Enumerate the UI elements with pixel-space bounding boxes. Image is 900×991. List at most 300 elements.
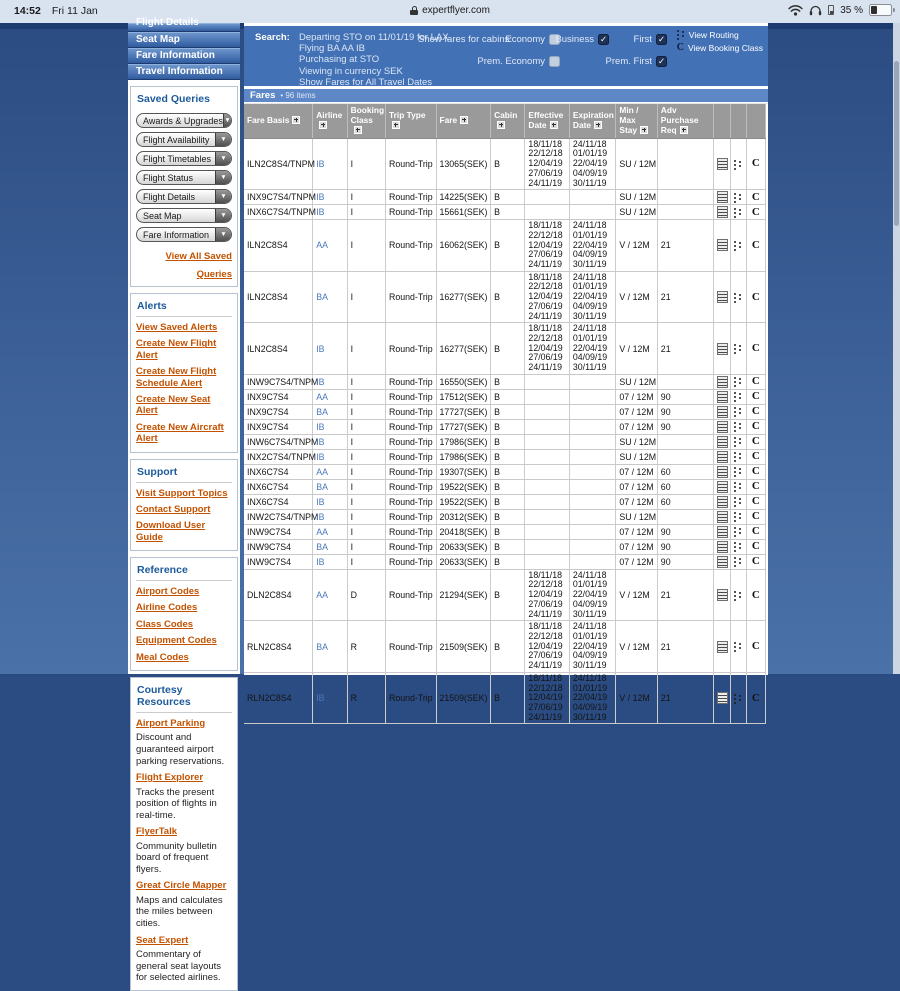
alert-link[interactable]: View Saved Alerts — [136, 322, 218, 333]
expiration-date-cell — [569, 374, 615, 389]
sidebar-nav-button[interactable]: Flight Details — [128, 23, 240, 32]
effective-date-cell — [525, 479, 569, 494]
view-booking-class-icon[interactable]: C — [751, 390, 760, 403]
sort-icon[interactable] — [319, 121, 327, 129]
fare-notes-icon[interactable] — [717, 406, 728, 418]
view-booking-class-link[interactable]: C View Booking Class — [676, 42, 763, 53]
cabin-filter: First ✓ — [633, 33, 666, 45]
view-booking-class-icon[interactable]: C — [751, 342, 760, 355]
cabin-cell: B — [491, 449, 525, 464]
reference-link[interactable]: Class Codes — [136, 618, 194, 630]
cabin-checkbox[interactable] — [549, 56, 560, 67]
col-fare-basis: Fare Basis — [244, 104, 313, 138]
airline-cell — [313, 190, 347, 205]
fare-row — [244, 509, 766, 524]
airline-link[interactable]: BA — [316, 292, 328, 302]
date-line: 12/04/19 — [528, 342, 563, 353]
airline-link[interactable]: IB — [316, 693, 325, 704]
chevron-down-icon[interactable]: ▼ — [215, 209, 231, 222]
fare-row — [244, 464, 766, 479]
cabin-checkbox[interactable] — [656, 56, 667, 67]
trip-type-cell: Round-Trip — [385, 389, 436, 404]
fare-row — [244, 271, 766, 323]
support-link[interactable]: Visit Support Topics — [136, 487, 228, 499]
airline-link[interactable]: BA — [316, 541, 328, 552]
search-criteria-line: Viewing in currency SEK — [299, 65, 403, 77]
expiration-date-cell — [569, 509, 615, 524]
sort-icon[interactable] — [292, 116, 300, 124]
fare-cell: 15661(SEK) — [436, 205, 491, 220]
view-routing-icon[interactable] — [734, 436, 742, 447]
saved-query-dropdown[interactable]: Flight Status ▼ — [136, 170, 232, 185]
sort-icon[interactable] — [460, 116, 468, 124]
fare-notes-icon[interactable] — [717, 641, 728, 653]
date-line: 22/12/18 — [528, 229, 563, 240]
saved-query-dropdown[interactable]: Seat Map ▼ — [136, 208, 232, 223]
fare-basis-cell: ILN2C8S4/TNPM — [244, 138, 313, 190]
date-line: 24/11/19 — [528, 310, 563, 321]
view-routing-icon[interactable] — [734, 240, 742, 251]
date-line: 22/04/19 — [572, 342, 608, 353]
courtesy-link[interactable]: Airport Parking — [136, 718, 206, 730]
view-booking-class-icon[interactable]: C — [751, 420, 760, 433]
date-line: 24/11/18 — [572, 220, 607, 231]
classes-cell — [746, 539, 765, 554]
alert-link[interactable]: Create New Flight Schedule Alert — [136, 366, 217, 389]
courtesy-link[interactable]: Seat Expert — [136, 934, 189, 946]
courtesy-link[interactable]: FlyerTalk — [136, 826, 178, 838]
airline-cell — [313, 323, 347, 375]
courtesy-item — [136, 935, 232, 984]
sidebar-nav-button[interactable]: Seat Map — [128, 32, 240, 48]
adv-purchase-cell: 21 — [657, 220, 714, 272]
cabin-checkbox[interactable] — [598, 34, 609, 45]
fare-notes-icon[interactable] — [717, 391, 728, 403]
adv-purchase-cell — [657, 374, 714, 389]
fare-notes-icon[interactable] — [717, 421, 728, 433]
sort-icon[interactable] — [497, 121, 505, 129]
airline-link[interactable]: AA — [316, 466, 328, 477]
classes-cell — [746, 323, 765, 375]
panel-title: Saved Queries — [137, 93, 210, 105]
view-routing-icon[interactable] — [734, 693, 742, 704]
date-line: 04/09/19 — [572, 701, 608, 712]
min-max-stay-cell: SU / 12M — [616, 509, 657, 524]
adv-purchase-cell — [657, 449, 714, 464]
alert-link[interactable]: Create New Seat Alert — [136, 393, 211, 417]
view-booking-class-icon[interactable]: C — [751, 450, 760, 463]
fare-notes-icon[interactable] — [717, 481, 728, 493]
classes-cell — [746, 271, 765, 323]
airline-link[interactable]: IB — [316, 376, 325, 387]
chevron-down-icon[interactable]: ▼ — [215, 190, 231, 203]
view-routing-icon[interactable] — [734, 207, 742, 218]
courtesy-link[interactable]: Great Circle Mapper — [136, 880, 227, 892]
min-max-stay-cell: 07 / 12M — [616, 539, 657, 554]
booking-class-icon: C — [676, 42, 685, 53]
adv-purchase-cell — [657, 138, 714, 190]
view-booking-class-icon[interactable]: C — [751, 435, 760, 448]
airline-link[interactable]: BA — [316, 641, 328, 652]
reference-link[interactable]: Equipment Codes — [136, 635, 217, 647]
fare-notes-icon[interactable] — [717, 496, 728, 508]
view-routing-icon[interactable] — [734, 481, 742, 492]
routing-dots-icon — [677, 29, 685, 40]
effective-date-cell — [525, 323, 569, 375]
reference-link[interactable]: Airline Codes — [136, 602, 198, 614]
min-max-stay-cell: SU / 12M — [616, 205, 657, 220]
notes-cell — [714, 323, 730, 375]
saved-query-dropdowns — [136, 113, 232, 242]
date-line: 01/01/19 — [572, 631, 608, 641]
view-routing-icon[interactable] — [734, 159, 742, 170]
chevron-down-icon[interactable]: ▼ — [215, 152, 231, 165]
airline-cell — [313, 205, 347, 220]
battery-percent: 35 % — [840, 4, 863, 16]
courtesy-item — [136, 880, 232, 929]
trip-type-cell: Round-Trip — [385, 509, 436, 524]
trip-type-cell: Round-Trip — [385, 271, 436, 323]
fare-row — [244, 569, 766, 621]
fare-notes-icon[interactable] — [717, 692, 728, 704]
date-line: 30/11/19 — [572, 310, 607, 321]
date-line: 22/04/19 — [572, 640, 608, 651]
date-line: 30/11/19 — [572, 608, 607, 619]
min-max-stay-cell: V / 12M — [616, 569, 657, 621]
fare-notes-icon[interactable] — [717, 239, 728, 251]
classes-cell — [746, 509, 765, 524]
fare-basis-cell: RLN2C8S4 — [244, 672, 313, 724]
col-notes — [714, 104, 730, 138]
cabin-cell: B — [491, 419, 525, 434]
col-trip-type: Trip Type — [385, 104, 436, 138]
cabin-cell: B — [491, 205, 525, 220]
sort-icon[interactable] — [680, 126, 688, 134]
expiration-date-cell — [569, 323, 615, 375]
fare-cell: 16062(SEK) — [436, 220, 491, 272]
min-max-stay-cell: V / 12M — [616, 271, 657, 323]
view-routing-icon[interactable] — [734, 406, 742, 417]
view-routing-icon[interactable] — [734, 343, 742, 354]
fare-row — [244, 374, 766, 389]
view-booking-class-icon[interactable]: C — [751, 465, 760, 478]
view-routing-icon[interactable] — [734, 466, 742, 477]
fare-basis-cell: INX6C7S4/TNPM — [244, 205, 313, 220]
fare-notes-icon[interactable] — [717, 589, 728, 601]
min-max-stay-cell: SU / 12M — [616, 138, 657, 190]
date-line: 27/06/19 — [528, 650, 563, 661]
scrollbar[interactable] — [893, 23, 900, 674]
classes-cell — [746, 404, 765, 419]
notes-cell — [714, 374, 730, 389]
sort-icon[interactable] — [354, 126, 362, 134]
support-link[interactable]: Download User Guide — [136, 520, 206, 543]
routing-cell — [730, 434, 746, 449]
view-routing-icon[interactable] — [734, 451, 742, 462]
fare-notes-icon[interactable] — [717, 451, 728, 463]
routing-cell — [730, 138, 746, 190]
view-booking-class-icon[interactable]: C — [751, 555, 760, 568]
fare-basis-cell: RLN2C8S4 — [244, 621, 313, 673]
view-booking-class-icon[interactable]: C — [751, 510, 760, 523]
notes-cell — [714, 138, 730, 190]
date-line: 22/12/18 — [528, 332, 563, 343]
notes-cell — [714, 434, 730, 449]
fare-notes-icon[interactable] — [717, 511, 728, 523]
saved-query-dropdown[interactable]: Flight Timetables ▼ — [136, 151, 232, 166]
date-line: 04/09/19 — [572, 650, 608, 661]
view-booking-class-icon[interactable]: C — [751, 480, 760, 493]
col-expiration-date: Expiration Date — [569, 104, 615, 138]
expiration-date-cell — [569, 524, 615, 539]
sort-icon[interactable] — [640, 126, 648, 134]
saved-query-dropdown[interactable]: Fare Information ▼ — [136, 227, 232, 242]
adv-purchase-cell: 90 — [657, 524, 714, 539]
check-icon: ✓ — [599, 33, 608, 44]
view-routing-icon[interactable] — [734, 391, 742, 402]
cabin-cell: B — [491, 672, 525, 724]
fare-cell: 17986(SEK) — [436, 434, 491, 449]
booking-class-cell: I — [347, 434, 385, 449]
airline-link[interactable]: AA — [316, 240, 328, 251]
min-max-stay-cell: V / 12M — [616, 621, 657, 673]
cabin-cell: B — [491, 434, 525, 449]
courtesy-link[interactable]: Flight Explorer — [136, 772, 204, 784]
view-routing-icon[interactable] — [734, 192, 742, 203]
trip-type-cell: Round-Trip — [385, 138, 436, 190]
fare-basis-cell: INW9C7S4 — [244, 539, 313, 554]
fare-basis-cell: INX9C7S4/TNPM — [244, 190, 313, 205]
view-booking-class-icon[interactable]: C — [751, 495, 760, 508]
view-booking-class-icon[interactable]: C — [751, 375, 760, 388]
date-line: 27/06/19 — [528, 167, 563, 178]
airline-link[interactable]: IB — [316, 192, 325, 203]
support-link[interactable]: Contact Support — [136, 503, 211, 515]
alert-link[interactable]: Create New Aircraft Alert — [136, 421, 224, 445]
view-routing-icon[interactable] — [734, 376, 742, 387]
fare-cell: 21294(SEK) — [436, 569, 491, 621]
airline-cell — [313, 138, 347, 190]
date-line: 27/06/19 — [528, 352, 563, 363]
view-all-saved-queries-link[interactable]: View All Saved Queries — [165, 251, 232, 280]
cabin-cell: B — [491, 220, 525, 272]
date-line: 22/04/19 — [572, 291, 608, 302]
fare-cell: 19307(SEK) — [436, 464, 491, 479]
fare-notes-icon[interactable] — [717, 158, 728, 170]
fare-row — [244, 449, 766, 464]
fare-row — [244, 494, 766, 509]
saved-query-dropdown[interactable]: Awards & Upgrades ▼ — [136, 113, 232, 128]
airline-link[interactable]: IB — [316, 511, 325, 522]
view-routing-icon[interactable] — [734, 511, 742, 522]
expiration-date-cell — [569, 569, 615, 621]
accessory-battery-icon — [828, 5, 834, 15]
date-line: 22/12/18 — [528, 148, 563, 159]
fare-notes-icon[interactable] — [717, 436, 728, 448]
airline-link[interactable]: BA — [316, 481, 328, 492]
airline-link[interactable]: IB — [316, 496, 325, 507]
airline-link[interactable]: AA — [316, 590, 328, 601]
effective-date-cell — [525, 434, 569, 449]
notes-cell — [714, 479, 730, 494]
adv-purchase-cell — [657, 434, 714, 449]
chevron-down-icon[interactable]: ▼ — [215, 228, 231, 241]
sidebar-nav-button[interactable]: Travel Information — [128, 64, 240, 80]
fare-notes-icon[interactable] — [717, 376, 728, 388]
sort-icon[interactable] — [392, 121, 400, 129]
status-right — [788, 4, 892, 16]
support-links — [136, 488, 232, 544]
view-routing-icon[interactable] — [734, 641, 742, 652]
airline-link[interactable]: AA — [316, 526, 328, 537]
date-line: 24/11/18 — [572, 138, 607, 149]
airline-link[interactable]: IB — [316, 436, 325, 447]
view-routing-icon[interactable] — [734, 590, 742, 601]
view-booking-class-icon[interactable]: C — [751, 190, 760, 203]
airline-cell — [313, 271, 347, 323]
routing-cell — [730, 524, 746, 539]
search-criteria-line: Purchasing at STO — [299, 54, 380, 66]
view-booking-class-icon[interactable]: C — [751, 691, 760, 704]
expiration-date-cell — [569, 479, 615, 494]
booking-class-cell: I — [347, 205, 385, 220]
routing-cell — [730, 323, 746, 375]
sort-icon[interactable] — [550, 121, 558, 129]
fare-notes-icon[interactable] — [717, 191, 728, 203]
effective-date-cell — [525, 271, 569, 323]
fare-basis-cell: INX6C7S4 — [244, 479, 313, 494]
classes-cell — [746, 621, 765, 673]
view-booking-class-icon[interactable]: C — [751, 540, 760, 553]
saved-query-dropdown[interactable]: Flight Availability ▼ — [136, 132, 232, 147]
airline-link[interactable]: IB — [316, 451, 325, 462]
airline-cell — [313, 494, 347, 509]
fare-notes-icon[interactable] — [717, 343, 728, 355]
trip-type-cell: Round-Trip — [385, 621, 436, 673]
trip-type-cell: Round-Trip — [385, 464, 436, 479]
view-routing-icon[interactable] — [734, 496, 742, 507]
view-booking-class-icon[interactable]: C — [751, 640, 760, 653]
saved-query-dropdown[interactable]: Flight Details ▼ — [136, 189, 232, 204]
fare-notes-icon[interactable] — [717, 291, 728, 303]
date-line: 24/11/18 — [572, 271, 607, 282]
fare-notes-icon[interactable] — [717, 526, 728, 538]
fare-basis-cell: INX9C7S4 — [244, 419, 313, 434]
status-bar — [0, 0, 900, 23]
expiration-date-cell — [569, 138, 615, 190]
airline-link[interactable]: IB — [316, 207, 325, 218]
chevron-down-icon[interactable]: ▼ — [223, 114, 231, 127]
airline-cell — [313, 449, 347, 464]
fare-row — [244, 434, 766, 449]
classes-cell — [746, 479, 765, 494]
view-routing-icon[interactable] — [734, 556, 742, 567]
sort-icon[interactable] — [594, 121, 602, 129]
sidebar-nav-button[interactable]: Fare Information — [128, 48, 240, 64]
expiration-date-cell — [569, 419, 615, 434]
fare-basis-cell: INX6C7S4 — [244, 494, 313, 509]
search-label: Search: — [255, 32, 290, 43]
fare-cell: 16277(SEK) — [436, 323, 491, 375]
fare-notes-icon[interactable] — [717, 556, 728, 568]
airline-cell — [313, 374, 347, 389]
browser-page — [0, 17, 900, 984]
view-booking-class-icon[interactable]: C — [751, 157, 760, 170]
courtesy-item — [136, 826, 232, 875]
cabin-cell: B — [491, 464, 525, 479]
adv-purchase-cell: 21 — [657, 672, 714, 724]
view-booking-class-icon[interactable]: C — [751, 290, 760, 303]
view-booking-class-icon[interactable]: C — [751, 238, 760, 251]
fare-row — [244, 220, 766, 272]
result-view-links — [677, 29, 763, 55]
view-booking-class-icon[interactable]: C — [751, 205, 760, 218]
view-booking-class-icon[interactable]: C — [751, 405, 760, 418]
fare-notes-icon[interactable] — [717, 541, 728, 553]
panel-title: Alerts — [136, 297, 232, 317]
reference-link[interactable]: Airport Codes — [136, 586, 200, 598]
fare-notes-icon[interactable] — [717, 206, 728, 218]
date-line: 27/06/19 — [528, 300, 563, 311]
notes-cell — [714, 419, 730, 434]
routing-cell — [730, 509, 746, 524]
date-line: 22/04/19 — [572, 239, 608, 250]
trip-type-cell: Round-Trip — [385, 479, 436, 494]
adv-purchase-cell — [657, 190, 714, 205]
view-routing-icon[interactable] — [734, 541, 742, 552]
view-booking-class-icon[interactable]: C — [751, 588, 760, 601]
airline-link[interactable]: IB — [316, 421, 325, 432]
date-line: 04/09/19 — [572, 598, 608, 609]
cabin-cell: B — [491, 524, 525, 539]
airline-cell — [313, 509, 347, 524]
alert-link[interactable]: Create New Flight Alert — [136, 338, 217, 361]
cabin-cell: B — [491, 621, 525, 673]
scrollbar-thumb[interactable] — [894, 61, 899, 226]
fare-notes-icon[interactable] — [717, 466, 728, 478]
airline-link[interactable]: IB — [316, 343, 325, 354]
classes-cell — [746, 554, 765, 569]
expiration-date-cell — [569, 220, 615, 272]
view-routing-icon[interactable] — [734, 421, 742, 432]
adv-purchase-cell — [657, 509, 714, 524]
min-max-stay-cell: 07 / 12M — [616, 464, 657, 479]
expiration-date-cell — [569, 672, 615, 724]
cabin-checkbox[interactable] — [656, 34, 667, 45]
airline-link[interactable]: AA — [316, 391, 328, 402]
airline-link[interactable]: BA — [316, 406, 328, 417]
airline-link[interactable]: IB — [316, 556, 325, 567]
trip-type-cell: Round-Trip — [385, 190, 436, 205]
date-line: 24/11/19 — [528, 608, 563, 619]
sidebar-nav — [128, 17, 240, 80]
chevron-down-icon[interactable]: ▼ — [215, 171, 231, 184]
reference-link[interactable]: Meal Codes — [136, 651, 189, 663]
cabin-filter: Prem. Economy — [471, 55, 560, 67]
view-routing-icon[interactable] — [734, 526, 742, 537]
view-booking-class-icon[interactable]: C — [751, 525, 760, 538]
notes-cell — [714, 539, 730, 554]
view-routing-link[interactable]: View Routing — [677, 29, 763, 40]
battery-icon — [869, 4, 892, 16]
date-line: 30/11/19 — [572, 362, 607, 373]
search-criteria-line: Show Fares for All Travel Dates — [299, 76, 433, 88]
col-cabin: Cabin — [491, 104, 525, 138]
view-routing-icon[interactable] — [734, 292, 742, 303]
chevron-down-icon[interactable]: ▼ — [215, 133, 231, 146]
airline-link[interactable]: IB — [316, 158, 325, 169]
courtesy-item — [136, 718, 232, 767]
